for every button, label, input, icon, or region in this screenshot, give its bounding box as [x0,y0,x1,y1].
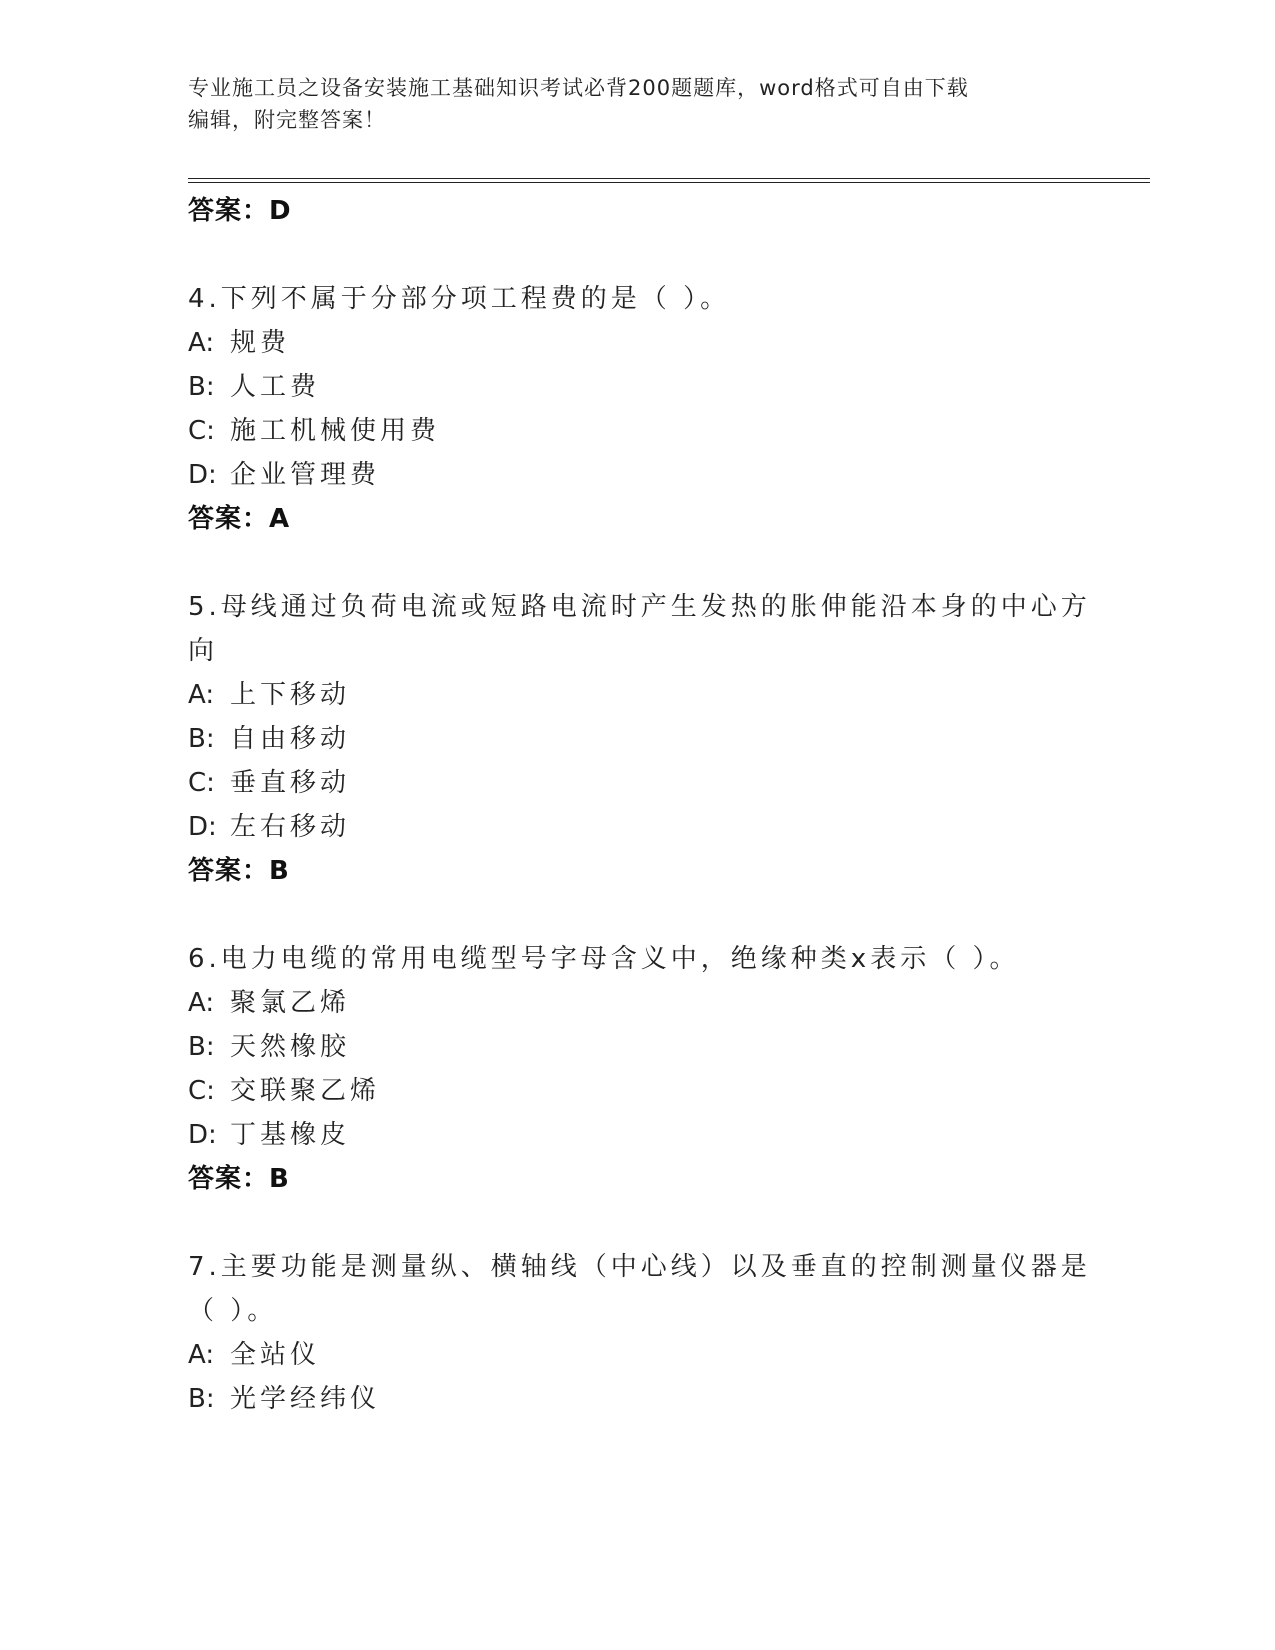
question-5-stem-line-1: 5.母线通过负荷电流或短路电流时产生发热的胀伸能沿本身的中心方 [188,592,1091,622]
question-5-option-c [188,762,350,799]
question-5-answer: 答案：B [188,856,290,886]
option-text: 施工机械使用费 [230,416,441,446]
question-4-answer: 答案：A [188,504,291,534]
question-7-stem-line-1: 7.主要功能是测量纵、横轴线（中心线）以及垂直的控制测量仪器是 [188,1252,1091,1282]
option-text: 天然橡胶 [230,1032,351,1062]
question-4-option-a [188,322,290,359]
question-6-option-c [188,1070,380,1107]
question-6-option-a [188,982,350,1019]
option-text: 全站仪 [230,1340,321,1370]
option-key: A: [188,328,215,358]
question-4-option-b [188,366,320,403]
option-text: 人工费 [230,372,321,402]
option-text: 丁基橡皮 [230,1120,351,1150]
option-key: D: [188,460,217,490]
option-key: C: [188,1076,215,1106]
question-7-option-a [188,1334,320,1371]
option-text: 光学经纬仪 [230,1384,381,1414]
option-key: C: [188,416,215,446]
question-4-option-d [188,454,380,491]
question-5-option-d [188,806,350,843]
question-6-option-b [188,1026,350,1063]
option-text: 垂直移动 [230,768,351,798]
option-key: B: [188,1384,215,1414]
option-text: 规费 [230,328,291,358]
question-5-stem-line-2: 向 [188,636,219,666]
question-7-option-b [188,1378,380,1415]
question-5-option-b [188,718,350,755]
option-text: 左右移动 [230,812,351,842]
answer-line: 答案：D [188,196,292,226]
option-text: 企业管理费 [230,460,381,490]
option-key: C: [188,768,215,798]
header-line-2: 编辑，附完整答案！ [188,108,386,132]
header-divider-top [188,178,1150,179]
option-text: 聚氯乙烯 [230,988,351,1018]
question-7-stem-line-2: （ ）。 [188,1296,278,1326]
option-key: D: [188,1120,217,1150]
option-key: D: [188,812,217,842]
header-line-1: 专业施工员之设备安装施工基础知识考试必背200题题库，word格式可自由下载 [188,76,969,100]
question-4-stem: 4.下列不属于分部分项工程费的是（ ）。 [188,284,731,314]
header-divider-bottom [188,182,1150,183]
document-header [188,72,1068,136]
option-key: B: [188,724,215,754]
question-4-option-c [188,410,440,447]
question-5-option-a [188,674,350,711]
option-key: A: [188,1340,215,1370]
question-6-answer: 答案：B [188,1164,290,1194]
option-text: 自由移动 [230,724,351,754]
question-6-option-d [188,1114,350,1151]
option-key: B: [188,372,215,402]
option-key: B: [188,1032,215,1062]
question-6-stem: 6.电力电缆的常用电缆型号字母含义中，绝缘种类x表示（ ）。 [188,944,1020,974]
option-key: A: [188,988,215,1018]
option-text: 交联聚乙烯 [230,1076,381,1106]
option-key: A: [188,680,215,710]
option-text: 上下移动 [230,680,351,710]
